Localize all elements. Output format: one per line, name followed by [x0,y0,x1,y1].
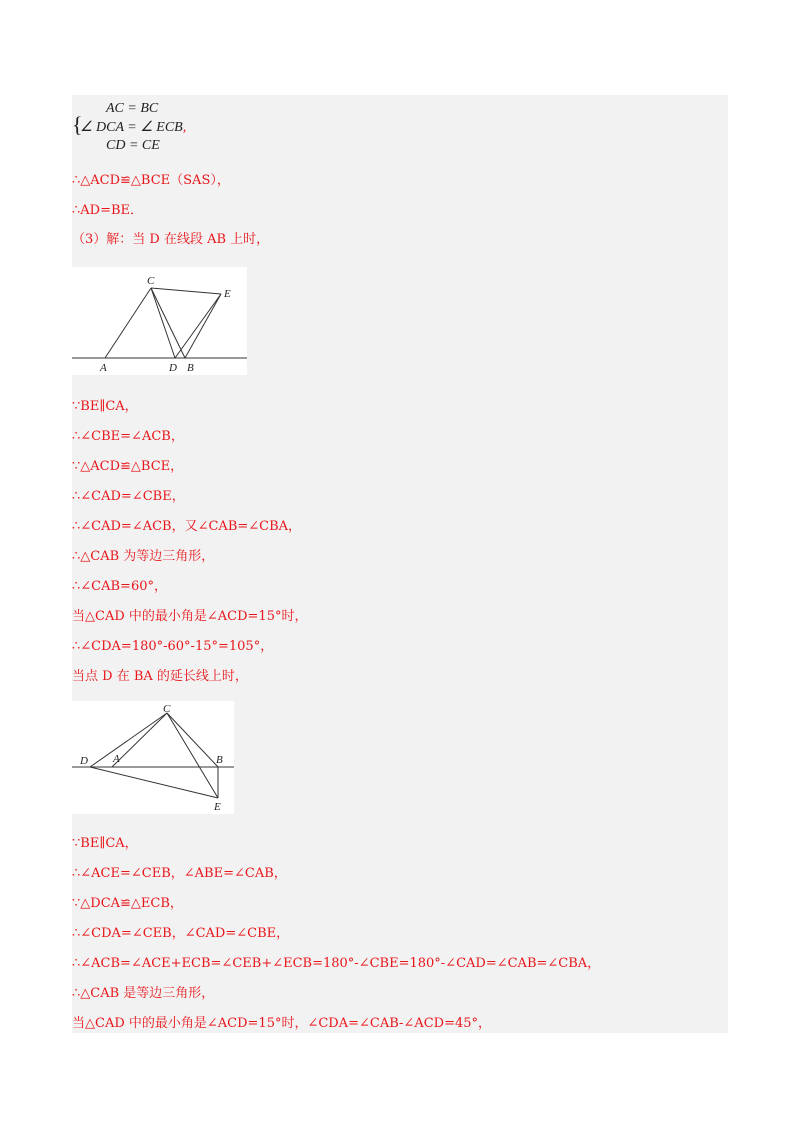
case-heading: （3）解：当 D 在线段 AB 上时， [72,232,270,247]
proof-line: 当△CAD 中的最小角是∠ACD=15°时，∠CDA=∠CAB-∠ACD=45°， [72,1016,492,1031]
proof-line: ∴∠CDA=∠CEB，∠CAD=∠CBE， [72,926,290,941]
proof-line: ∵△DCA≌△ECB， [72,896,183,911]
proof-line: ∵BE∥CA， [72,836,138,851]
system-row-1: AC = BC [106,101,159,116]
label-E: E [224,288,231,300]
system-brace: { [72,112,83,137]
proof-line: ∴∠CAB=60°， [72,579,167,594]
label-C: C [163,703,171,715]
proof-line: ∴∠CAD=∠ACB，又∠CAB=∠CBA， [72,519,302,534]
label-B: B [187,362,194,374]
proof-line: ∴△CAB 为等边三角形， [72,549,215,564]
system-row-2: ∠ DCA = ∠ ECB, [80,120,187,135]
proof-line: ∴∠CAD=∠CBE， [72,489,185,504]
label-B: B [216,754,223,766]
label-A: A [113,753,120,765]
label-E: E [214,801,221,813]
proof-line: ∴∠ACB=∠ACE+ECB=∠CEB+∠ECB=180°-∠CBE=180°-∠CAD=∠CAB=∠CBA， [72,956,601,971]
proof-line: ∴AD=BE． [72,203,144,218]
proof-line: ∴∠CDA=180°-60°-15°=105°， [72,639,274,654]
figure-d-on-extension [72,701,234,814]
proof-line: 当△CAD 中的最小角是∠ACD=15°时， [72,609,308,624]
label-C: C [147,275,155,287]
case-heading: 当点 D 在 BA 的延长线上时， [72,669,248,684]
proof-line: ∴△ACD≌△BCE（SAS）， [72,173,230,188]
proof-line: ∴∠CBE=∠ACB， [72,429,184,444]
proof-line: ∴∠ACE=∠CEB，∠ABE=∠CAB， [72,866,287,881]
label-A: A [100,362,107,374]
proof-line: ∴△CAB 是等边三角形， [72,986,215,1001]
proof-line: ∵△ACD≌△BCE， [72,459,184,474]
proof-line: ∵BE∥CA， [72,399,138,414]
figure-d-on-segment [72,267,247,375]
label-D: D [169,362,177,374]
label-D: D [80,755,88,767]
system-row-3: CD = CE [106,138,160,153]
